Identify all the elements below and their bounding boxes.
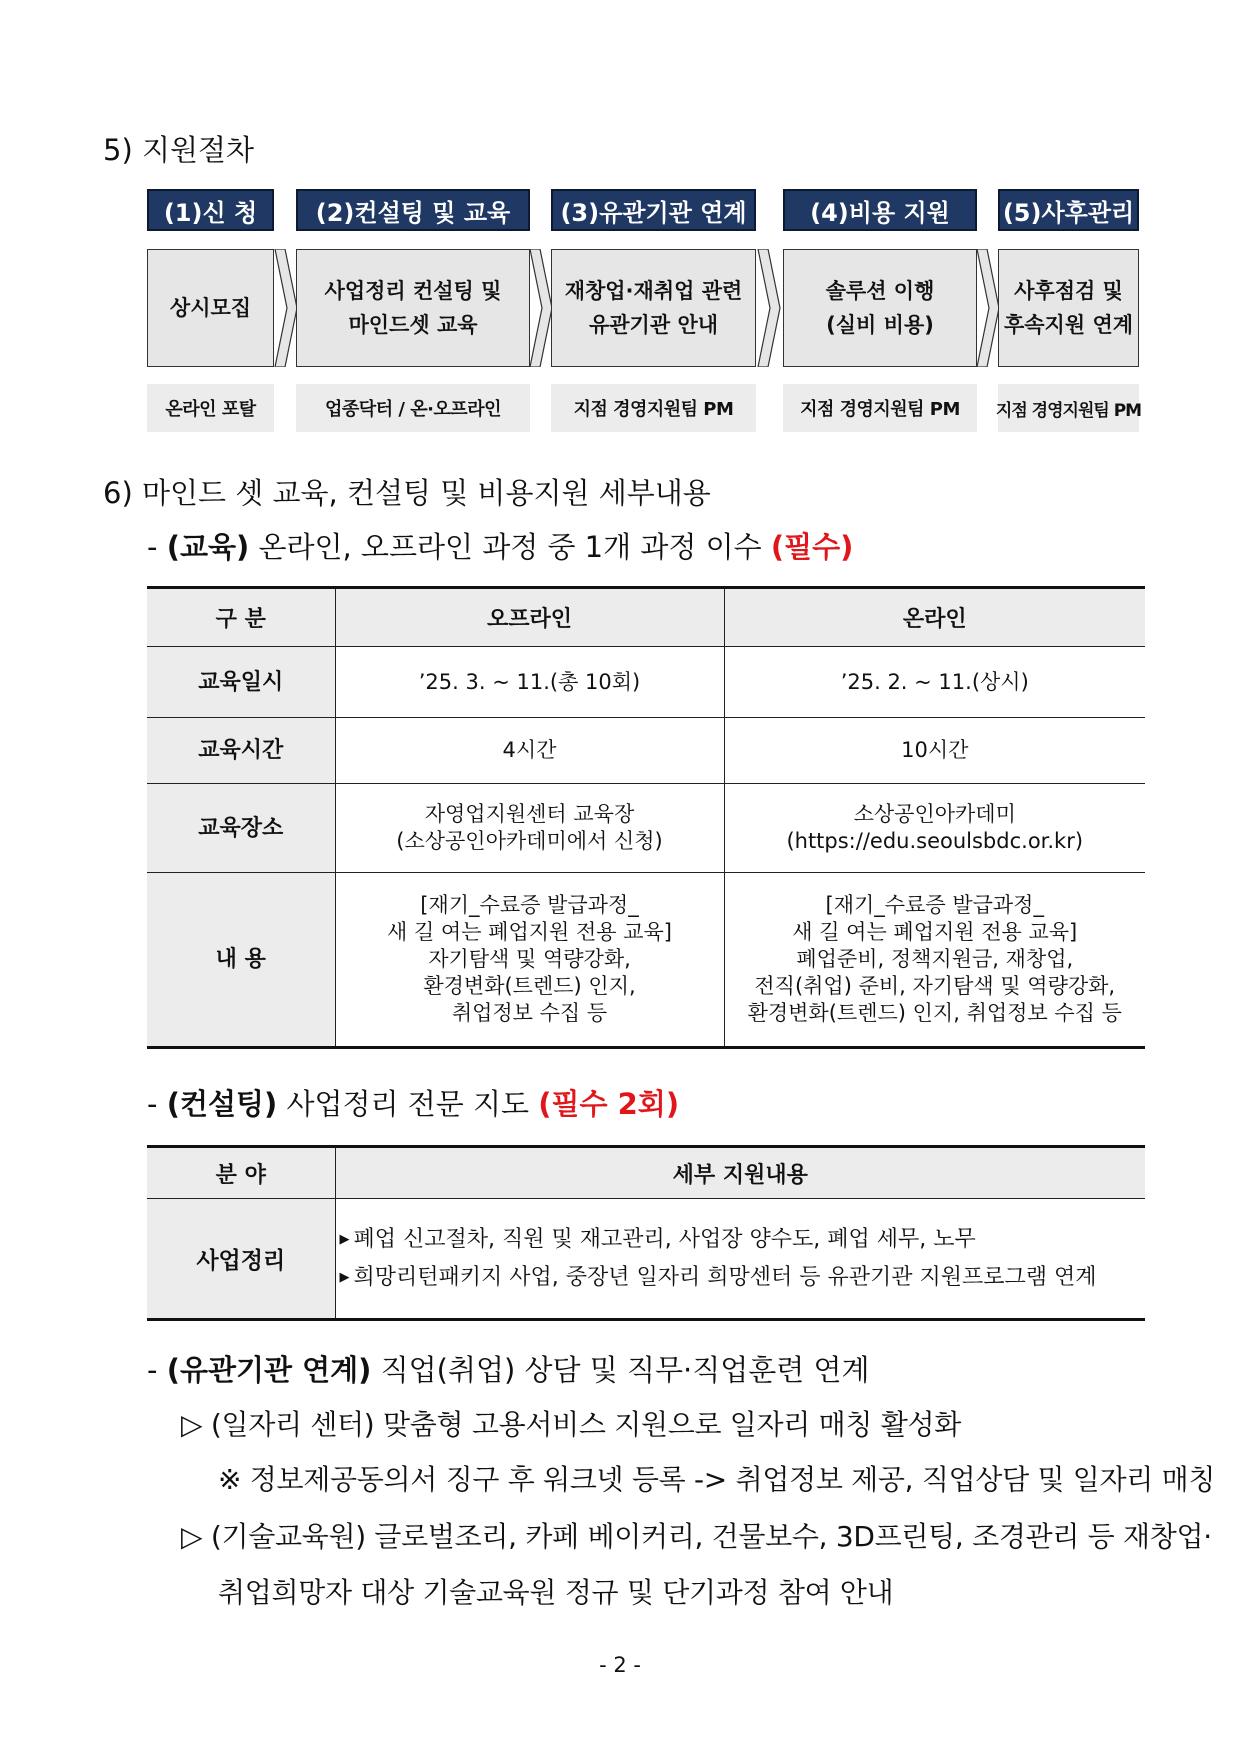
linkage-item-text: (일자리 센터) 맞춤형 고용서비스 지원으로 일자리 매칭 활성화 — [210, 1408, 961, 1441]
step-3-owner: 지점 경영지원팀 PM — [551, 384, 756, 432]
cell-line: 새 길 여는 폐업지원 전용 교육] — [792, 920, 1078, 944]
education-text: 온라인, 오프라인 과정 중 1개 과정 이수 — [249, 530, 771, 564]
step-1-box — [147, 249, 274, 367]
step-2-head: (2)컨설팅 및 교육 — [296, 189, 530, 231]
linkage-item — [181, 1403, 961, 1443]
detail-item-text: 폐업 신고절차, 직원 및 재고관리, 사업장 양수도, 폐업 세무, 노무 — [353, 1226, 976, 1252]
cell-line: 자영업지원센터 교육장 — [424, 802, 635, 826]
dash: - — [147, 530, 167, 564]
online-cell — [724, 784, 1145, 873]
column-header: 분 야 — [147, 1147, 335, 1199]
cell-line: 새 길 여는 폐업지원 전용 교육] — [386, 920, 672, 944]
consulting-table — [147, 1145, 1145, 1321]
chevron-right-icon — [756, 249, 782, 367]
bullet-icon: ▶ — [339, 1231, 350, 1247]
step-5-box — [998, 249, 1139, 367]
row-label: 교육시간 — [147, 718, 335, 784]
step-3-box — [551, 249, 756, 367]
education-table — [147, 586, 1145, 1049]
section-5-title: 5) 지원절차 — [103, 133, 255, 167]
column-header: 세부 지원내용 — [335, 1147, 1145, 1199]
offline-cell — [335, 873, 724, 1048]
page-number: - 2 - — [599, 1653, 641, 1677]
detail-item — [340, 1259, 1146, 1297]
cell-line: 취업정보 수집 등 — [451, 1001, 608, 1025]
offline-cell — [335, 718, 724, 784]
online-cell — [724, 647, 1145, 718]
reference-mark-icon: ※ — [218, 1463, 242, 1496]
triangle-bullet-icon: ▷ — [181, 1520, 203, 1553]
cell-line: ’25. 2. ~ 11.(상시) — [840, 669, 1029, 694]
cell-line: 환경변화(트렌드) 인지, 취업정보 수집 등 — [747, 1001, 1122, 1025]
dash: - — [147, 1353, 167, 1387]
step-2-box-line: 마인드셋 교육 — [348, 313, 478, 337]
table-row — [147, 718, 1145, 784]
cell-line: 자기탐색 및 역량강화, — [428, 947, 631, 971]
step-2-owner: 업종닥터 / 온·오프라인 — [296, 384, 530, 432]
table-row — [147, 647, 1145, 718]
cell-line: [재기_수료증 발급과정_ — [825, 893, 1044, 917]
detail-cell — [335, 1199, 1145, 1320]
linkage-note-text: 정보제공동의서 징구 후 워크넷 등록 -> 취업정보 제공, 직업상담 및 일자리 매칭 — [249, 1463, 1216, 1496]
step-2-box-line: 사업정리 컨설팅 및 — [324, 279, 502, 303]
education-label: (교육) — [166, 530, 250, 564]
cell-line: [재기_수료증 발급과정_ — [420, 893, 639, 917]
triangle-bullet-icon: ▷ — [181, 1408, 203, 1441]
education-heading — [147, 525, 853, 566]
column-header: 온라인 — [724, 588, 1145, 647]
dash: - — [147, 1087, 167, 1121]
cell-line: 10시간 — [901, 738, 969, 762]
step-2-box — [296, 249, 530, 367]
required-badge: (필수 2회) — [538, 1087, 680, 1121]
column-header: 구 분 — [147, 588, 335, 647]
consulting-heading — [147, 1082, 679, 1123]
step-5-owner: 지점 경영지원팀 PM — [998, 384, 1139, 432]
offline-cell — [335, 647, 724, 718]
bullet-icon: ▶ — [339, 1269, 350, 1285]
table-row — [147, 1199, 1145, 1320]
row-label: 교육장소 — [147, 784, 335, 873]
linkage-heading — [147, 1348, 870, 1389]
section-6-title: 6) 마인드 셋 교육, 컨설팅 및 비용지원 세부내용 — [103, 476, 711, 510]
step-3-head: (3)유관기관 연계 — [551, 189, 756, 231]
step-1-head: (1)신 청 — [147, 189, 274, 231]
cell-line: 환경변화(트렌드) 인지, — [423, 974, 636, 998]
step-5-head: (5)사후관리 — [998, 189, 1139, 231]
step-4-head: (4)비용 지원 — [783, 189, 977, 231]
required-badge: (필수) — [770, 530, 854, 564]
step-4-box-line: (실비 비용) — [826, 313, 934, 337]
detail-item-text: 희망리턴패키지 사업, 중장년 일자리 희망센터 등 유관기관 지원프로그램 연계 — [353, 1264, 1097, 1290]
step-1-box-line: 상시모집 — [169, 296, 252, 320]
linkage-item-continued: 취업희망자 대상 기술교육원 정규 및 단기과정 참여 안내 — [218, 1576, 894, 1609]
linkage-item — [181, 1515, 1212, 1555]
step-1-owner: 온라인 포탈 — [147, 384, 274, 432]
step-4-owner: 지점 경영지원팀 PM — [783, 384, 977, 432]
cell-line: 4시간 — [502, 738, 557, 762]
table-header-row — [147, 1147, 1145, 1199]
cell-line: 소상공인아카데미 — [853, 802, 1016, 826]
table-row — [147, 784, 1145, 873]
column-header: 오프라인 — [335, 588, 724, 647]
linkage-text: 직업(취업) 상담 및 직무·직업훈련 연계 — [371, 1353, 870, 1387]
step-5-box-line: 사후점검 및 — [1014, 279, 1123, 303]
row-label: 사업정리 — [147, 1199, 335, 1320]
linkage-label: (유관기관 연계) — [166, 1353, 372, 1387]
row-label: 교육일시 — [147, 647, 335, 718]
consulting-label: (컨설팅) — [166, 1087, 278, 1121]
cell-line: 전직(취업) 준비, 자기탐색 및 역량강화, — [754, 974, 1116, 998]
table-row — [147, 873, 1145, 1048]
consulting-text: 사업정리 전문 지도 — [277, 1087, 539, 1121]
online-cell — [724, 718, 1145, 784]
step-3-box-line: 재창업·재취업 관련 — [564, 279, 743, 303]
step-3-box-line: 유관기관 안내 — [588, 313, 719, 337]
linkage-note — [218, 1458, 1215, 1498]
step-4-box — [783, 249, 977, 367]
step-5-box-line: 후속지원 연계 — [1003, 313, 1134, 337]
step-4-box-line: 솔루션 이행 — [825, 279, 935, 303]
online-cell — [724, 873, 1145, 1048]
row-label: 내 용 — [147, 873, 335, 1048]
cell-line: ’25. 3. ~ 11.(총 10회) — [418, 669, 641, 694]
linkage-item-text: (기술교육원) 글로벌조리, 카페 베이커리, 건물보수, 3D프린팅, 조경관리 등 재창업· — [210, 1520, 1212, 1553]
offline-cell — [335, 784, 724, 873]
cell-line: 폐업준비, 정책지원금, 재창업, — [796, 947, 1074, 971]
cell-line: (소상공인아카데미에서 신청) — [396, 829, 663, 853]
detail-item — [340, 1221, 1146, 1259]
cell-line: (https://edu.seoulsbdc.or.kr) — [786, 829, 1084, 853]
table-header-row — [147, 588, 1145, 647]
